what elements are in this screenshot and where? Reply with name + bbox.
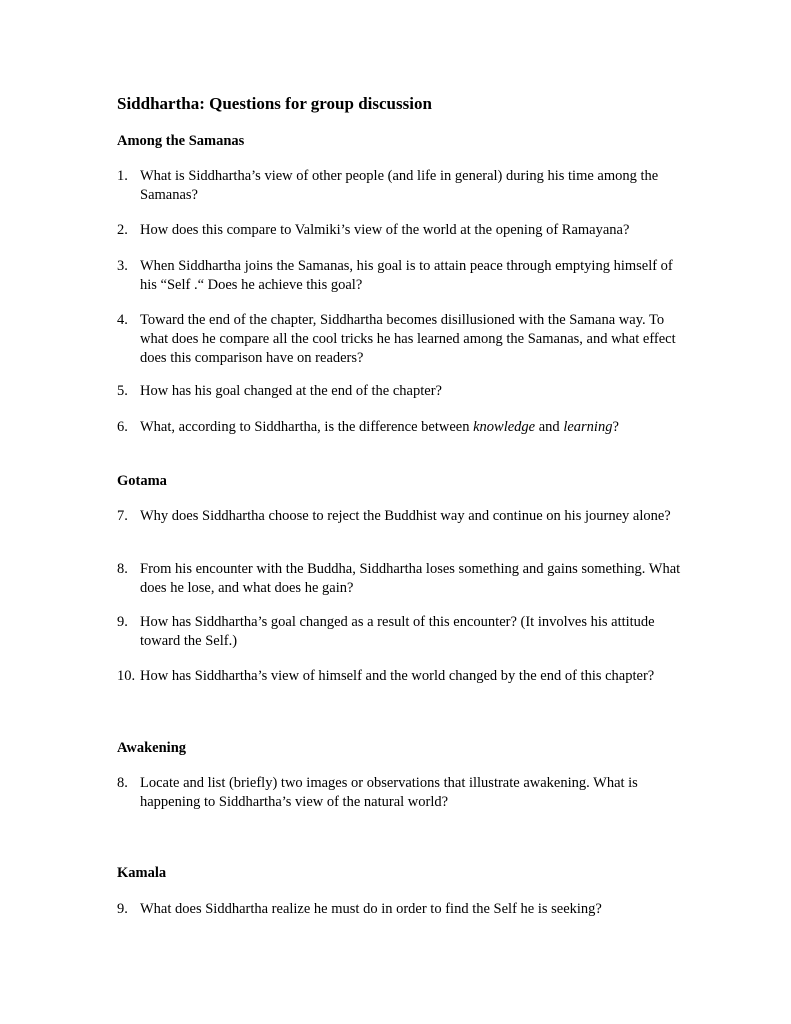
question-item: [117, 507, 687, 526]
emphasis-learning: learning: [563, 419, 613, 435]
section-heading-among-the-samanas: Among the Samanas: [117, 133, 245, 149]
question-text: [140, 418, 687, 437]
question-number: 2.: [117, 222, 128, 238]
document-title: Siddhartha: Questions for group discussion: [117, 94, 432, 113]
question-number: 9.: [117, 901, 128, 917]
question-text: How has his goal changed at the end of the chapter?: [140, 383, 442, 399]
question-text: What does Siddhartha realize he must do in order to find the Self he is seeking?: [140, 901, 602, 917]
section-heading-kamala: Kamala: [117, 865, 167, 881]
question-item: [117, 560, 687, 598]
question-text: How does this compare to Valmiki’s view of the world at the opening of Ramayana?: [140, 222, 630, 238]
question-number: 10.: [117, 668, 136, 684]
section-heading-gotama: Gotama: [117, 473, 167, 489]
question-number: 8.: [117, 775, 128, 791]
question-text: From his encounter with the Buddha, Siddhartha loses something and gains something. What does he lose, and what does he gain?: [140, 561, 681, 596]
question-text: How has Siddhartha’s goal changed as a result of this encounter? (It involves his attitude toward the Self.): [140, 614, 655, 649]
question-text-part: and: [535, 419, 564, 435]
section-heading-awakening: Awakening: [117, 740, 187, 756]
question-item: [117, 667, 687, 686]
question-text: How has Siddhartha’s view of himself and the world changed by the end of this chapter?: [140, 668, 655, 684]
question-number: 7.: [117, 508, 128, 524]
question-number: 6.: [117, 419, 128, 435]
question-text-part: What, according to Siddhartha, is the difference between: [140, 419, 474, 435]
question-text: When Siddhartha joins the Samanas, his goal is to attain peace through emptying himself of his “Self .“ Does he achieve this goal?: [140, 258, 673, 293]
question-item: [117, 257, 687, 295]
question-item: [117, 167, 687, 205]
question-number: 5.: [117, 383, 128, 399]
question-item: [117, 382, 687, 401]
question-text: Toward the end of the chapter, Siddhartha becomes disillusioned with the Samana way. To what does he compare all the cool tricks he has learned among the Samanas, and what effect does this comparison have on readers?: [140, 312, 676, 366]
question-number: 9.: [117, 614, 128, 630]
question-text: Why does Siddhartha choose to reject the Buddhist way and continue on his journey alone?: [140, 508, 671, 524]
emphasis-knowledge: knowledge: [473, 419, 536, 435]
question-item: [117, 613, 687, 651]
question-item: [117, 774, 687, 812]
question-item: [117, 221, 687, 240]
question-item: [117, 900, 687, 919]
question-number: 8.: [117, 561, 128, 577]
question-number: 1.: [117, 168, 128, 184]
question-text: Locate and list (briefly) two images or observations that illustrate awakening. What is happening to Siddhartha’s view of the natural world?: [140, 775, 638, 810]
question-item: [117, 311, 687, 368]
question-item: [117, 418, 687, 437]
question-text-part: ?: [612, 419, 619, 435]
question-number: 3.: [117, 258, 128, 274]
question-text: What is Siddhartha’s view of other people (and life in general) during his time among the Samanas?: [140, 168, 659, 203]
question-number: 4.: [117, 312, 128, 328]
